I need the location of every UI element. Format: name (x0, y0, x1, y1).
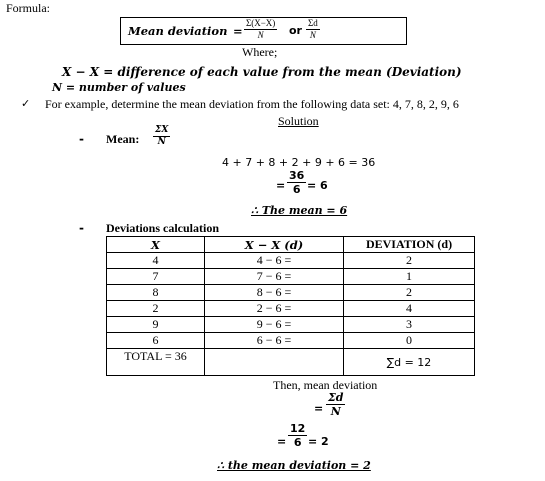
table-cell: 2 (107, 301, 205, 317)
where-label: Where; (242, 45, 278, 59)
table-cell: 8 (107, 285, 205, 301)
table-cell: 2 (344, 253, 475, 269)
table-cell: 1 (344, 269, 475, 285)
md2-result: = 2 (308, 435, 329, 448)
then-text: Then, mean deviation (273, 378, 378, 392)
mean-conclusion: ∴ The mean = 6 (251, 204, 348, 217)
md-fraction (326, 392, 345, 417)
table-total-blank (205, 349, 344, 376)
md-denominator: N (330, 405, 341, 418)
step2-denominator: 6 (292, 183, 301, 196)
sum-line: 4 + 7 + 8 + 2 + 9 + 6 = 36 (222, 156, 376, 169)
table-cell: 0 (344, 333, 475, 349)
table-cell: 6 − 6 = (205, 333, 344, 349)
table-total-row (107, 349, 475, 376)
bullet-dash: - (79, 221, 84, 235)
md2-numerator: 12 (290, 422, 306, 435)
table-cell: 7 (107, 269, 205, 285)
table-cell: 9 − 6 = (205, 317, 344, 333)
table-cell: 6 (107, 333, 205, 349)
table-cell: 4 (107, 253, 205, 269)
final-conclusion: ∴ the mean deviation = 2 (217, 459, 371, 472)
table-row (107, 253, 475, 269)
md-numerator: Σd (328, 391, 344, 404)
formula-fraction-1 (244, 19, 277, 40)
table-cell: 8 − 6 = (205, 285, 344, 301)
checkmark-icon: ✓ (21, 97, 31, 110)
mean-fraction (153, 126, 170, 147)
table-cell: 4 (344, 301, 475, 317)
deviations-table (106, 236, 475, 376)
formula-fraction-2 (306, 19, 320, 40)
table-cell: 4 − 6 = (205, 253, 344, 269)
mean-fraction-denominator: N (157, 137, 166, 147)
step2-fraction (287, 170, 306, 195)
mean-fraction-numerator: ΣX (155, 125, 169, 135)
md2-equals: = (277, 435, 287, 448)
md2-fraction (288, 423, 307, 448)
table-row (107, 285, 475, 301)
table-row (107, 301, 475, 317)
step2-result: = 6 (307, 179, 328, 192)
definition-n: N = number of values (52, 81, 186, 94)
table-row (107, 333, 475, 349)
bullet-dash: - (79, 132, 84, 146)
md-equals: = (314, 402, 324, 415)
table-header-x: X (107, 237, 205, 253)
formula-or: or (289, 24, 302, 37)
table-cell: 7 − 6 = (205, 269, 344, 285)
mean-label: Mean: (106, 132, 140, 146)
table-cell: 3 (344, 317, 475, 333)
solution-label: Solution (278, 114, 319, 128)
step2-numerator: 36 (289, 169, 305, 182)
deviations-heading: Deviations calculation (106, 221, 219, 235)
table-row (107, 269, 475, 285)
table-header-difference: X − X (d) (205, 237, 344, 253)
table-header-deviation: DEVIATION (d) (344, 237, 475, 253)
table-header-row (107, 237, 475, 253)
formula-fraction-2-numerator: Σd (308, 18, 318, 28)
table-cell: 2 (344, 285, 475, 301)
table-total-sum-d: ∑d = 12 (344, 349, 475, 376)
formula-fraction-1-numerator: Σ(X−X) (246, 18, 276, 28)
table-cell: 2 − 6 = (205, 301, 344, 317)
formula-fraction-2-denominator: N (309, 30, 316, 40)
formula-name: Mean deviation (128, 24, 228, 38)
example-text: For example, determine the mean deviation from the following data set: 4, 7, 8, 2, 9, 6 (45, 97, 459, 111)
table-row (107, 317, 475, 333)
formula-equals: = (233, 24, 243, 38)
table-cell: 9 (107, 317, 205, 333)
md2-denominator: 6 (293, 436, 302, 449)
definition-deviation: X − X = difference of each value from the mean (Deviation) (62, 65, 462, 79)
formula-label: Formula: (6, 1, 50, 15)
formula-fraction-1-denominator: N (257, 30, 264, 40)
step2-equals: = (276, 179, 286, 192)
table-total-label: TOTAL = 36 (107, 349, 205, 376)
